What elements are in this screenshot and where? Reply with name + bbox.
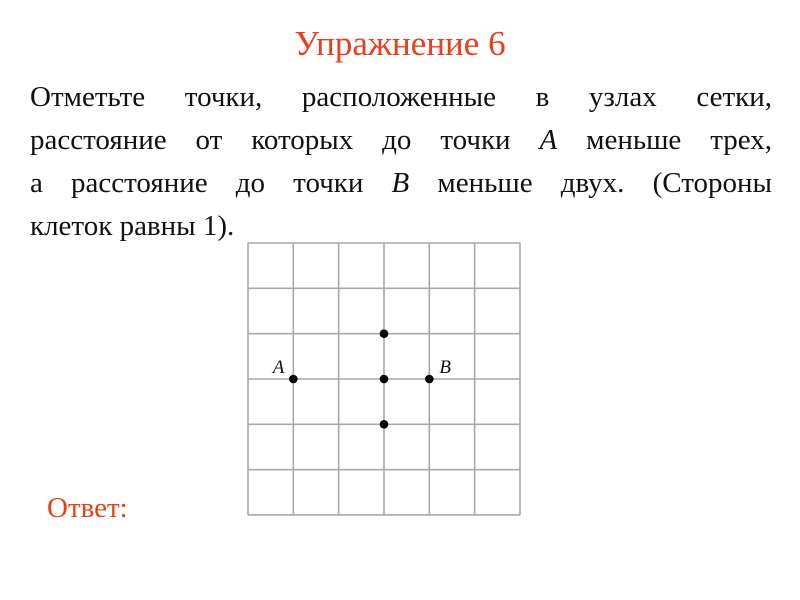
problem-line-1 xyxy=(30,76,772,119)
point-a-dot xyxy=(289,375,298,384)
problem-line-4-text: клеток равны 1). xyxy=(30,210,235,242)
problem-line-3 xyxy=(30,162,772,205)
answer-label: Ответ: xyxy=(47,492,128,524)
answer-point-dot xyxy=(380,329,389,338)
problem-line-3-text-start: а расстояние до точки xyxy=(30,167,392,199)
problem-line-2 xyxy=(30,119,772,162)
point-a-label: A xyxy=(272,356,285,378)
grid-svg xyxy=(240,234,530,519)
answer-point-dot xyxy=(380,375,389,384)
answer-point-dot xyxy=(380,420,389,429)
point-b-mention: B xyxy=(391,167,410,199)
grid-figure xyxy=(240,234,530,519)
point-b-dot xyxy=(425,375,434,384)
point-a-mention: A xyxy=(539,124,558,156)
exercise-title: Упражнение 6 xyxy=(294,24,506,63)
problem-line-1-text: Отметьте точки, расположенные в узлах сетки, xyxy=(30,81,772,113)
problem-text xyxy=(30,76,772,248)
problem-line-2-text-start: расстояние от которых до точки xyxy=(30,124,540,156)
point-b-label: B xyxy=(439,356,451,378)
problem-line-3-text-end: меньше двух. (Стороны xyxy=(409,167,772,199)
problem-line-2-text-end: меньше трех, xyxy=(557,124,772,156)
